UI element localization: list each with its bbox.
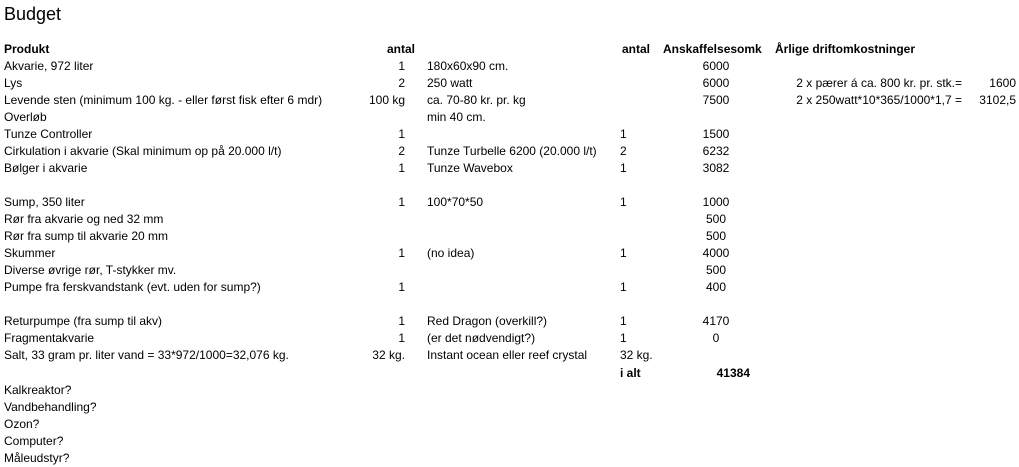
- product-cell: Salt, 33 gram pr. liter vand = 33*972/1000=32,076 kg.: [4, 348, 289, 362]
- product-cell: Akvarie, 972 liter: [4, 59, 94, 73]
- qty2-cell: 1: [620, 161, 627, 175]
- annual-cell: 3102,5: [979, 93, 1016, 107]
- qty-cell: 1: [398, 161, 405, 175]
- product-cell: Lys: [4, 76, 23, 90]
- qty-cell: 1: [398, 331, 405, 345]
- spec-cell: Tunze Turbelle 6200 (20.000 l/t): [427, 144, 597, 158]
- note-cell: 2 x pærer á ca. 800 kr. pr. stk.=: [796, 76, 962, 90]
- cost-cell: 500: [705, 263, 727, 277]
- cost-cell: 7500: [702, 93, 730, 107]
- qty-cell: 32 kg.: [372, 348, 405, 362]
- cost-cell: 6000: [702, 59, 730, 73]
- spec-cell: (er det nødvendigt?): [427, 331, 536, 345]
- spec-cell: Instant ocean eller reef crystal: [427, 348, 588, 362]
- header-acquisition: Anskaffelsesomk: [663, 42, 762, 56]
- cost-cell: 1000: [702, 195, 730, 209]
- qty-cell: 2: [398, 76, 405, 90]
- cost-cell: 500: [705, 229, 727, 243]
- qty2-cell: 32 kg.: [620, 348, 653, 362]
- cost-cell: 400: [705, 280, 727, 294]
- qty2-cell: 1: [620, 314, 627, 328]
- qty-cell: 1: [398, 280, 405, 294]
- qty-cell: 1: [398, 314, 405, 328]
- header-annual: Årlige driftomkostninger: [775, 42, 916, 56]
- extra-item: Ozon?: [4, 417, 40, 431]
- total-value: 41384: [716, 366, 750, 380]
- product-cell: Cirkulation i akvarie (Skal minimum op på 20.000 l/t): [4, 144, 282, 158]
- total-label: i alt: [620, 366, 641, 380]
- product-cell: Diverse øvrige rør, T-stykker mv.: [4, 263, 177, 277]
- extra-item: Måleudstyr?: [4, 451, 70, 465]
- product-cell: Overløb: [4, 110, 47, 124]
- qty2-cell: 1: [620, 195, 627, 209]
- spec-cell: ca. 70-80 kr. pr. kg: [427, 93, 526, 107]
- product-cell: Rør fra sump til akvarie 20 mm: [4, 229, 169, 243]
- qty-cell: 1: [398, 246, 405, 260]
- spec-cell: Tunze Wavebox: [427, 161, 513, 175]
- product-cell: Skummer: [4, 246, 56, 260]
- spec-cell: Red Dragon (overkill?): [427, 314, 548, 328]
- page-title: Budget: [4, 4, 62, 24]
- product-cell: Bølger i akvarie: [4, 161, 88, 175]
- product-cell: Returpumpe (fra sump til akv): [4, 314, 163, 328]
- cost-cell: 500: [705, 212, 727, 226]
- qty-cell: 2: [398, 144, 405, 158]
- qty2-cell: 1: [620, 127, 627, 141]
- cost-cell: 1500: [702, 127, 730, 141]
- cost-cell: 3082: [702, 161, 730, 175]
- product-cell: Fragmentakvarie: [4, 331, 95, 345]
- spec-cell: 250 watt: [427, 76, 473, 90]
- product-cell: Rør fra akvarie og ned 32 mm: [4, 212, 164, 226]
- product-cell: Sump, 350 liter: [4, 195, 85, 209]
- note-cell: 2 x 250watt*10*365/1000*1,7 =: [796, 93, 962, 107]
- product-cell: Levende sten (minimum 100 kg. - eller først fisk efter 6 mdr): [4, 93, 323, 107]
- header-qty1: antal: [387, 42, 416, 56]
- qty2-cell: 1: [620, 246, 627, 260]
- product-cell: Pumpe fra ferskvandstank (evt. uden for sump?): [4, 280, 261, 294]
- qty2-cell: 2: [620, 144, 627, 158]
- extra-item: Computer?: [4, 434, 64, 448]
- product-cell: Tunze Controller: [4, 127, 93, 141]
- extra-item: Kalkreaktor?: [4, 383, 72, 397]
- cost-cell: 0: [712, 331, 720, 345]
- spec-cell: (no idea): [427, 246, 475, 260]
- cost-cell: 6000: [702, 76, 730, 90]
- cost-cell: 6232: [702, 144, 730, 158]
- qty2-cell: 1: [620, 280, 627, 294]
- header-qty2: antal: [622, 42, 651, 56]
- spec-cell: 180x60x90 cm.: [427, 59, 509, 73]
- cost-cell: 4170: [702, 314, 730, 328]
- spec-cell: min 40 cm.: [427, 110, 486, 124]
- extra-item: Vandbehandling?: [4, 400, 97, 414]
- qty-cell: 100 kg: [368, 93, 405, 107]
- qty-cell: 1: [398, 59, 405, 73]
- cost-cell: 4000: [702, 246, 730, 260]
- qty2-cell: 1: [620, 331, 627, 345]
- qty-cell: 1: [398, 195, 405, 209]
- header-product: Produkt: [4, 42, 50, 56]
- annual-cell: 1600: [989, 76, 1016, 90]
- spec-cell: 100*70*50: [427, 195, 484, 209]
- qty-cell: 1: [398, 127, 405, 141]
